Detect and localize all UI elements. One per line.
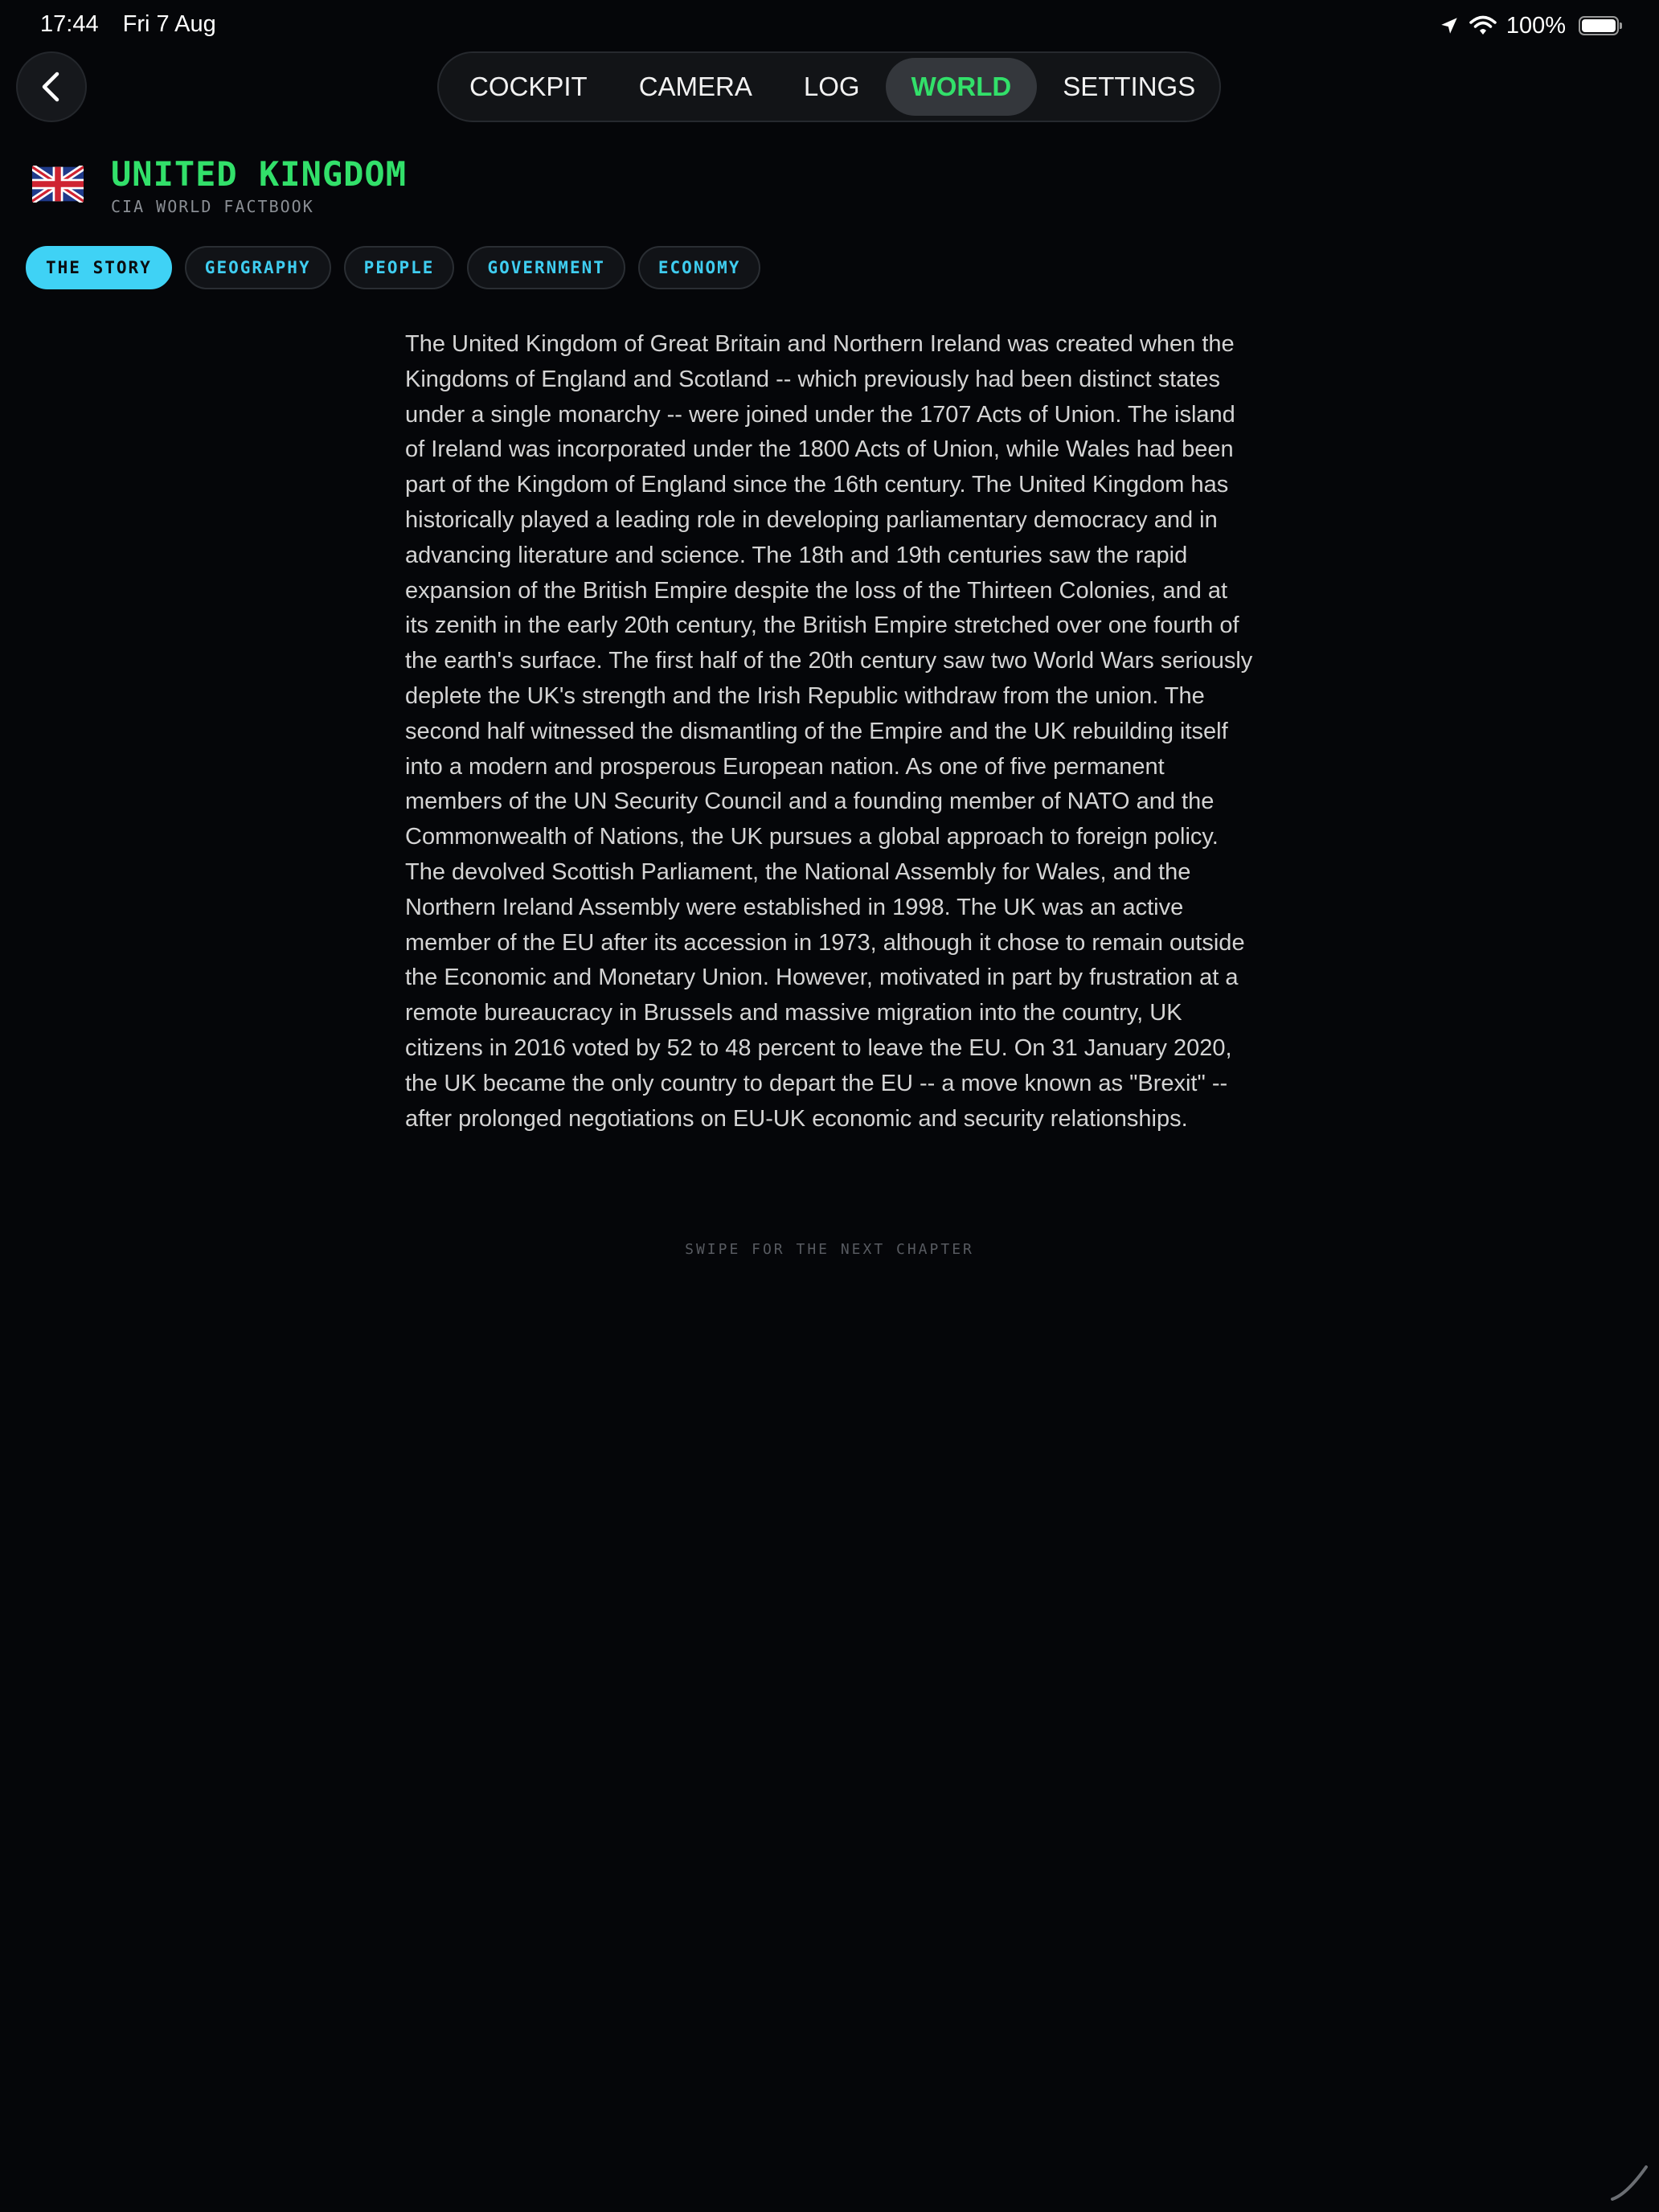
status-time-date: [40, 11, 234, 38]
chapter-tab-economy[interactable]: ECONOMY: [638, 246, 761, 289]
corner-handle-icon: [1606, 2159, 1651, 2204]
battery-percent: 100%: [1505, 12, 1566, 39]
story-text: The United Kingdom of Great Britain and Northern Ireland was created when the Kingdoms of England and Scotland -- which previously had been distinct states under a single monarchy -- were joined under the 1707 Acts of Union. The island of Ireland was incorporated under the 1800 Acts of Union, while Wales had been part of the Kingdom of England since the 16th century. The United Kingdom has historically played a leading role in developing parliamentary democracy and in advancing literature and science. The 18th and 19th centuries saw the rapid expansion of the British Empire despite the loss of the Thirteen Colonies, and at its zenith in the early 20th century, the British Empire stretched over one fourth of the earth's surface. The first half of the 20th century saw two World Wars seriously deplete the UK's strength and the Irish Republic withdraw from the union. The second half witnessed the dismantling of the Empire and the UK rebuilding itself into a modern and prosperous European nation. As one of five permanent members of the UN Security Council and a founding member of NATO and the Commonwealth of Nations, the UK pursues a global approach to foreign policy. The devolved Scottish Parliament, the National Assembly for Wales, and the Northern Ireland Assembly were established in 1998. The UK was an active member of the EU after its accession in 1973, although it chose to remain outside the Economic and Monetary Union. However, motivated in part by frustration at a remote bureaucracy in Brussels and massive migration into the country, UK citizens in 2016 voted by 52 to 48 percent to leave the EU. On 31 January 2020, the UK became the only country to depart the EU -- a move known as "Brexit" -- after prolonged negotiations on EU-UK economic and security relationships.: [405, 331, 1253, 1132]
status-indicators: [1439, 11, 1619, 40]
location-arrow-icon: [1439, 15, 1460, 36]
status-time: 17:44: [40, 11, 99, 37]
status-bar: [0, 0, 1659, 51]
chapter-tabs: [26, 246, 760, 289]
tab-camera[interactable]: CAMERA: [638, 72, 752, 101]
chapter-tab-geography[interactable]: GEOGRAPHY: [185, 246, 331, 289]
status-date: Fri 7 Aug: [122, 11, 216, 37]
page-subtitle: CIA WORLD FACTBOOK: [111, 197, 314, 216]
battery-icon: [1579, 16, 1619, 35]
tab-settings[interactable]: SETTINGS: [1063, 72, 1196, 101]
chapter-tab-government[interactable]: GOVERNMENT: [467, 246, 625, 289]
tab-cockpit[interactable]: COCKPIT: [469, 72, 588, 101]
main-nav-tabs: [437, 51, 1221, 122]
wifi-icon: [1469, 15, 1497, 36]
tab-world[interactable]: WORLD: [886, 58, 1038, 116]
uk-flag-icon: [32, 166, 84, 203]
chapter-tab-the-story[interactable]: THE STORY: [26, 246, 172, 289]
back-button[interactable]: [16, 51, 87, 122]
page-title: UNITED KINGDOM: [111, 154, 408, 194]
chevron-left-icon: [38, 71, 65, 103]
tab-log[interactable]: LOG: [803, 72, 860, 101]
swipe-hint: SWIPE FOR THE NEXT CHAPTER: [685, 1241, 974, 1258]
chapter-tab-people[interactable]: PEOPLE: [344, 246, 455, 289]
